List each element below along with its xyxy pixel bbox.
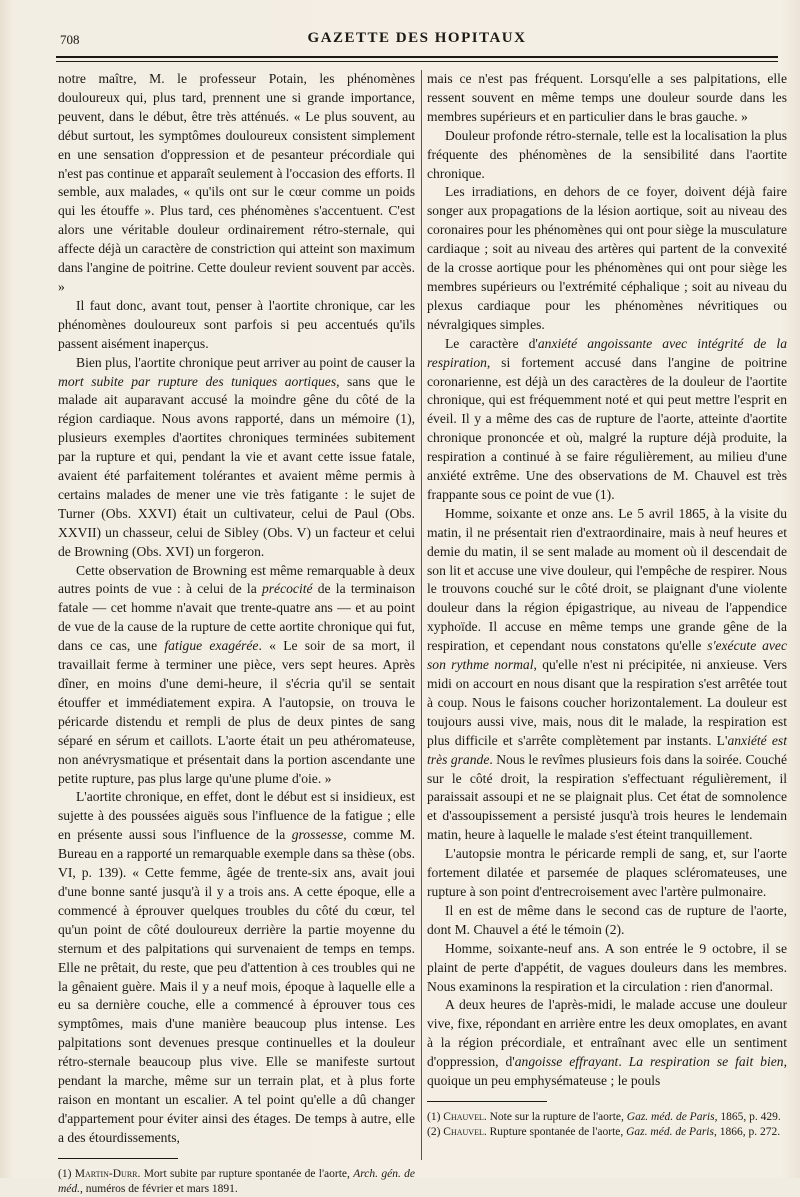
page-header bbox=[56, 28, 778, 54]
text-run: , 1866, p. 272. bbox=[713, 1125, 781, 1138]
footnote-journal: Arch. gén. de méd. bbox=[58, 1167, 415, 1195]
footnote-1: (1) Martin-Durr. Mort subite par rupture spontanée de l'aorte, Arch. gén. de méd., numéros de février et mars 1891. bbox=[58, 1167, 415, 1195]
text-run: . Rupture spontanée de l'aorte, bbox=[483, 1125, 627, 1138]
emphasis: précocité bbox=[261, 581, 313, 597]
footnote-journal: Gaz. méd. de Paris bbox=[626, 1125, 714, 1138]
text-run: , si fortement accusé dans l'angine de poitrine coronarienne, est déjà un des caractères de la douleur de l'aortite chronique, qui est fréquemment noté et qui peut mettre l'esprit en éveil. Il y a même des cas de rupture de l'aorte, atteinte d'aortite chronique prononcée et où, malgré la rupture déjà produite, la respiration a continué à se faire régulièrement, au milieu d'une anxiété extrême. Une des observations de M. Chauvel est très frappante sous ce point de vue (1). bbox=[427, 354, 787, 502]
paragraph: mais ce n'est pas fréquent. Lorsqu'elle a ses palpitations, elle ressent souvent en même temps une douleur sourde dans les membres supérieurs et en particulier dans le bras gauche. » bbox=[427, 71, 787, 124]
footnote-author: Chauvel bbox=[443, 1110, 484, 1123]
paragraph: Homme, soixante-neuf ans. A son entrée le 9 octobre, il se plaint de perte d'appétit, de vagues douleurs dans les membres. Nous examinons la respiration et la circulation : rien d'anormal. bbox=[427, 940, 787, 994]
footnote-rule bbox=[58, 1158, 178, 1159]
left-column bbox=[58, 70, 415, 1197]
emphasis: grossesse bbox=[291, 827, 344, 843]
paragraph: notre maître, M. le professeur Potain, les phénomènes douloureux qui, plus tard, prennent une si grande importance, peuvent, dans le début, être très atténués. « Le plus souvent, au début surtout, les symptômes douloureux consistent simplement en une sensation d'oppression et de pesanteur précordiale qui n'est pas continue et apparaît seulement à l'occasion des efforts. Il semble, aux malades, « qu'ils ont sur le cœur comme un poids qui les étouffe ». Plus tard, ces phénomènes s'accentuent. C'est alors une véritable douleur ordinairement rétro-sternale, qui affecte déjà un caractère de constriction qui atteint son maximum dans l'angine de poitrine. Cette douleur revient souvent par accès. » bbox=[58, 71, 415, 294]
paragraph bbox=[58, 562, 415, 789]
column-divider bbox=[421, 70, 422, 1160]
text-run: , quoique un peu emphysémateuse ; le pouls bbox=[427, 1054, 787, 1089]
text-run: de la terminaison fatale — cet homme n'avait que trente-quatre ans — et au point de vue de la cause de la rupture de cette aortite chronique qui fut, dans ce cas, une bbox=[58, 581, 415, 654]
text-run: . « Le soir de sa mort, il travaillait ferme à terminer une pièce, vers sept heures. Après dîner, en moins d'une demi-heure, il s'écria qu'il se sentait étouffer et immédiatement expira. A l'autopsie, on trouva le péricarde distendu et rempli de plus de deux pintes de sang séparé en sérum et caillots. L'aorte était un peu athéromateuse, non anévrysmatique et présentait dans la portion ascendante une petite rupture, pas plus large qu'une plume d'oie. » bbox=[58, 638, 415, 786]
emphasis: anxiété est très grande bbox=[427, 732, 787, 767]
emphasis: angoisse effrayant bbox=[514, 1054, 619, 1070]
text-run: , 1865, p. 429. bbox=[714, 1110, 781, 1123]
page-number: 708 bbox=[60, 32, 80, 47]
footnote-journal: Gaz. méd. de Paris bbox=[626, 1110, 715, 1123]
paragraph: Les irradiations, en dehors de ce foyer, doivent déjà faire songer aux propagations de la lésion aortique, soit au niveau des coronaires pour les phénomènes qui ont pour siège la musculature cardiaque ; soit au niveau des artères qui partent de la convexité de la crosse aortique pour les phénomènes qui ont pour siège les membres supérieurs ou l'extrémité céphalique ; soit au niveau du plexus cardiaque pour les phénomènes névritiques ou névralgiques simples. bbox=[427, 184, 787, 332]
paragraph bbox=[427, 335, 787, 505]
text-run: Homme, soixante et onze ans. Le 5 avril 1865, à la visite du matin, il ne présentait rien d'extraordinaire, mais à neuf heures et demie du matin, il se sent malade au moment où il descendait de son lit et accuse une vive douleur, qui l'empêche de respirer. Nous le trouvons couché sur le côté droit, se plaignant d'une violente douleur dans la région épigastrique, au niveau de l'appendice xyphoïde. Il accuse en même temps une grande gêne de la respiration, et cependant nous constatons qu'elle bbox=[427, 505, 787, 654]
emphasis: anxiété angoissante avec intégrité de la respiration bbox=[427, 335, 787, 370]
header-rule-thick bbox=[56, 56, 778, 58]
journal-title: GAZETTE DES HOPITAUX bbox=[307, 30, 527, 46]
right-column bbox=[427, 70, 787, 1140]
text-run: . Note sur la rupture de l'aorte, bbox=[483, 1110, 627, 1123]
emphasis: La respiration se fait bien bbox=[628, 1054, 784, 1070]
text-run: Bien plus, l'aortite chronique peut arriver au point de causer la bbox=[76, 354, 415, 370]
text-run: Cette observation de Browning est même remarquable à deux autres points de vue : à celui de la bbox=[58, 562, 415, 597]
paragraph bbox=[58, 788, 415, 1147]
text-run: A deux heures de l'après-midi, le malade accuse une douleur vive, fixe, répondant en arrière entre les deux omoplates, en avant à la région précordiale, et entraînant avec elle un sentiment d'oppression, d' bbox=[427, 997, 787, 1070]
text-run: , comme M. Bureau en a rapporté un remarquable exemple dans sa thèse (obs. VI, p. 139). « Cette femme, âgée de trente-six ans, avait joui d'une bonne santé jusqu'à il y a trois ans. A cette époque, elle a commencé à éprouver quelques troubles du côté du cœur, tel qu'un point de côté douloureux derrière la partie moyenne du sternum et des palpitations qui survenaient de temps en temps. Elle ne prêtait, du reste, que peu d'attention à ces troubles qui ne la gênaient guère. Mais il y a neuf mois, époque à laquelle elle a eu sa dernière couche, elle a commencé à éprouver tous ces symptômes, mais d'une manière beaucoup plus intense. Les palpitations sont devenues presque continuelles et la douleur rétro-sternale beaucoup plus vive. Elle se manifeste surtout pendant la marche, même sur un terrain plat, et à plus forte raison en montant un escalier. A tel point qu'elle a dû changer d'appartement pour éviter ainsi des étages. De temps à autre, elle a des étourdissements, bbox=[58, 827, 415, 1145]
paragraph: Douleur profonde rétro-sternale, telle est la localisation la plus fréquente des phénomènes de la sensibilité dans l'aortite chronique. bbox=[427, 127, 787, 181]
text-run: . bbox=[618, 1054, 629, 1070]
emphasis: fatigue exagérée bbox=[164, 638, 259, 654]
paragraph: Il faut donc, avant tout, penser à l'aortite chronique, car les phénomènes douloureux sont parfois si peu accentués qu'ils passent aisément inaperçus. bbox=[58, 297, 415, 351]
text-run: , numéros de février et mars 1891. bbox=[80, 1182, 238, 1195]
text-run: , sans que le malade ait auparavant accusé la moindre gêne du côté de la région cardiaque. Nous avons rapporté, dans un mémoire (1), plusieurs exemples d'aortites chroniques terminées subitement par la rupture et qui, pendant la vie et avant cette issue fatale, avaient été parfaitement tolérantes et avaient même permis à certains malades de mener une vie très fatigante : le sujet de Turner (Obs. XXVI) était un cultivateur, celui de Paul (Obs. XXVII) un chasseur, celui de Sibley (Obs. V) un facteur et celui de Browning (Obs. XVI) un forgeron. bbox=[58, 373, 415, 559]
emphasis: s'exécute avec son rythme normal bbox=[427, 638, 787, 673]
text-run: , qu'elle n'est ni précipitée, ni anxieuse. Vers midi on accourt en nous disant que la respiration s'est arrêtée tout à coup. Nous le faisons coucher horizontalement. La douleur est toujours aussi vive, mais, nous dit le malade, la respiration est plus difficile et s'arrête complètement par instants. L' bbox=[427, 657, 787, 748]
emphasis: mort subite par rupture des tuniques aortiques bbox=[58, 373, 337, 389]
text-run: . Mort subite par rupture spontanée de l'aorte, bbox=[137, 1167, 354, 1180]
text-run: L'aortite chronique, en effet, dont le début est si insidieux, est sujette à des poussées aiguës sous l'influence de la fatigue ; elle en présente aussi sous l'influence de la bbox=[58, 789, 415, 843]
paragraph: L'autopsie montra le péricarde rempli de sang, et, sur l'aorte fortement dilatée et parsemée de plaques scléromateuses, une rupture à son point d'entrecroisement avec l'artère pulmonaire. bbox=[427, 846, 787, 899]
paragraph bbox=[58, 354, 415, 562]
header-rule-thin bbox=[56, 61, 778, 62]
paragraph bbox=[427, 996, 787, 1091]
footnote-author: Martin-Durr bbox=[74, 1167, 138, 1180]
text-run: Le caractère d' bbox=[445, 335, 538, 351]
paragraph bbox=[427, 505, 787, 845]
paragraph: Il en est de même dans le second cas de rupture de l'aorte, dont M. Chauvel a été le témoin (2). bbox=[427, 902, 787, 937]
footnote-1: (1) Chauvel. Note sur la rupture de l'aorte, Gaz. méd. de Paris, 1865, p. 429. bbox=[427, 1110, 781, 1123]
footnote-rule bbox=[427, 1101, 547, 1102]
footnote-2: (2) Chauvel. Rupture spontanée de l'aorte, Gaz. méd. de Paris, 1866, p. 272. bbox=[427, 1125, 781, 1138]
text-run: . Nous le revîmes plusieurs fois dans la soirée. Couché sur le côté droit, la respiration s'effectuant régulièrement, il paraissait assoupi et ne se plaignait plus. Cet état de somnolence et d'assoupissement a persisté jusqu'à trois heures le lendemain matin, heure à laquelle le malade s'est éteint tranquillement. bbox=[427, 751, 787, 843]
footnote-author: Chauvel bbox=[443, 1125, 484, 1138]
